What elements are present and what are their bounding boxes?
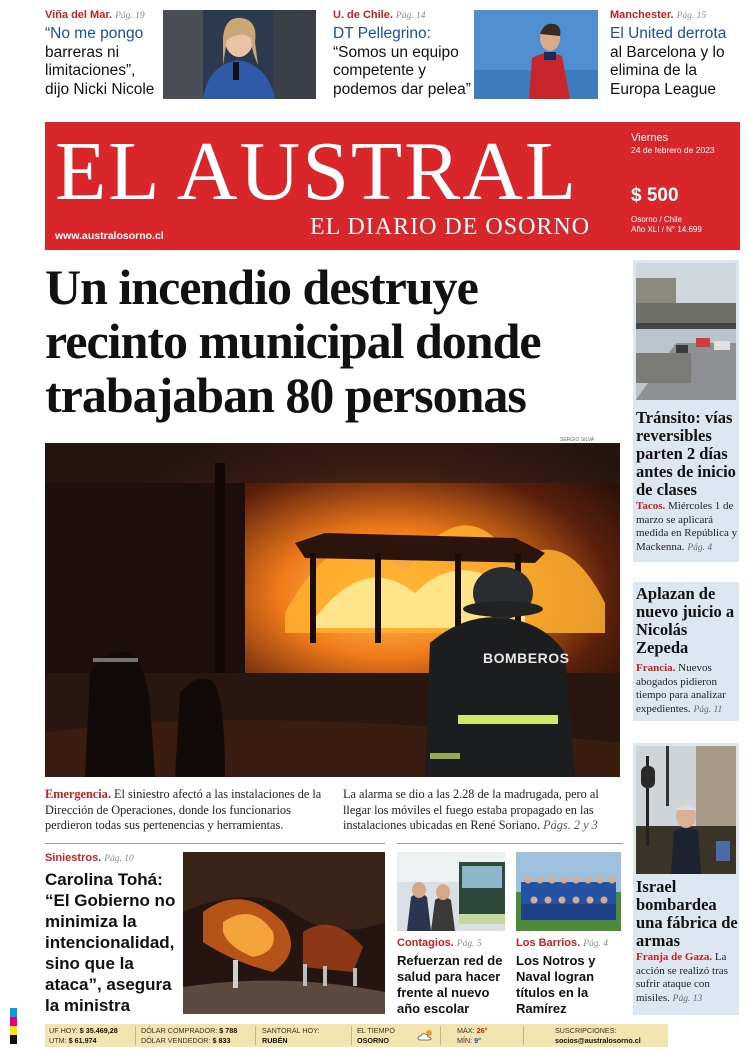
bottom-photo-forest-fire[interactable]: [183, 852, 385, 1014]
masthead-subtitle: EL DIARIO DE OSORNO: [310, 214, 591, 240]
main-photo-fire[interactable]: [45, 443, 620, 777]
bottom-kicker: Siniestros. Pág. 10: [45, 852, 134, 864]
masthead-info: [631, 132, 736, 235]
teaser-pellegrino[interactable]: [333, 9, 473, 99]
teaser-manchester[interactable]: [610, 9, 745, 99]
sidebar-text: Franja de Gaza. La acción se realizó tras sufrir ataque con misiles. Pág. 13: [636, 951, 728, 1004]
divider: [397, 843, 623, 844]
masthead-url[interactable]: www.australosorno.cl: [55, 230, 164, 242]
teaser-kicker: Viña del Mar. Pág. 19: [45, 9, 145, 21]
sidebar-story-zepeda[interactable]: [633, 582, 739, 721]
sidebar-photo-street: [636, 263, 736, 400]
bottom-photo-health[interactable]: [397, 852, 505, 931]
divider: [45, 843, 385, 844]
issue-location: Osorno / Chile: [631, 215, 683, 224]
teaser-nicki-nicole[interactable]: [45, 9, 160, 99]
footer-indicators: UF HOY: $ 35.469,28 UTM: $ 61.974 DÓLAR COMPRADOR: $ 788 DÓLAR VENDEDOR: $ 833 SANTORAL HOY: RUBÉN EL TIEMPO OSORNO MÁX: 26° MÍN: 9° SUSCRIPCIONES: socios@australosorno.cl: [45, 1024, 668, 1047]
sidebar-headline: Aplazan de nuevo juicio a Nicolás Zepeda: [636, 584, 735, 657]
sidebar-headline: Israel bombardea una fábrica de armas: [636, 877, 738, 950]
main-headline[interactable]: Un incendio destruye recinto municipal donde trabajaban 80 personas: [45, 259, 541, 423]
masthead: [45, 122, 740, 250]
main-lead: [45, 787, 330, 834]
sidebar-story-transito[interactable]: [633, 260, 739, 562]
bottom-story-toha[interactable]: [45, 852, 178, 1016]
sidebar-story-israel[interactable]: [633, 743, 739, 1015]
bottom-headline: Refuerzan red de salud para hacer frente al nuevo año escolar: [397, 953, 503, 1016]
issue-price: $ 500: [631, 185, 679, 206]
bottom-kicker: Contagios. Pág. 5: [397, 937, 482, 949]
teaser-kicker: Manchester. Pág. 15: [610, 9, 707, 21]
teaser-headline: DT Pellegrino: “Somos un equipo competente y podemos dar pelea”: [333, 25, 471, 98]
teaser-kicker: U. de Chile. Pág. 14: [333, 9, 426, 21]
lead-kicker: Emergencia.: [45, 787, 111, 801]
issue-number: Año XLI / N° 14.699: [631, 225, 702, 234]
bottom-headline: Carolina Tohá: “El Gobierno no minimiza la intencionalidad, sino que la ataca”, asegura la ministra: [45, 870, 176, 1015]
cloud-sun-icon: [417, 1029, 435, 1041]
teaser-photo-singer[interactable]: [163, 10, 316, 99]
bomberos-label: BOMBEROS: [483, 650, 570, 666]
main-second-text: La alarma se dio a las 2.28 de la madrugada, pero al llegar los móviles el fuego estaba propagado en las instalaciones ubicadas en René Soriano. Págs. 2 y 3: [343, 787, 599, 832]
teaser-headline: El United derrota al Barcelona y lo elimina de la Europa League: [610, 25, 727, 98]
sidebar-headline: Tránsito: vías reversibles parten 2 días antes de inicio de clases: [636, 408, 736, 499]
sidebar-text: Tacos. Miércoles 1 de marzo se aplicará medida en República y Mackenna. Pág. 4: [636, 500, 738, 553]
photo-credit: SERGIO SILVA: [560, 437, 595, 443]
sidebar-photo-press: [636, 746, 736, 874]
bottom-photo-football-team[interactable]: [516, 852, 621, 931]
masthead-title: EL AUSTRAL: [55, 125, 579, 218]
issue-day: Viernes: [631, 132, 669, 144]
lead-text: El siniestro afectó a las instalaciones de la Dirección de Operaciones, donde los funcionarios perdieron todas sus pertenencias y herramientas.: [45, 787, 322, 832]
teaser-headline: “No me pongo barreras ni limitaciones”, dijo Nicki Nicole: [45, 25, 155, 98]
bottom-kicker: Los Barrios. Pág. 4: [516, 937, 608, 949]
second-pages: Págs. 2 y 3: [543, 818, 598, 832]
teaser-photo-footballer[interactable]: [474, 10, 598, 99]
sidebar-text: Francia. Nuevos abogados pidieron tiempo para analizar expedientes. Pág. 11: [636, 662, 726, 715]
bottom-story-barrios[interactable]: [516, 937, 626, 1017]
issue-date: 24 de febrero de 2023: [631, 145, 715, 155]
print-color-bar: [10, 1008, 17, 1044]
bottom-story-contagios[interactable]: [397, 937, 507, 1017]
bottom-headline: Los Notros y Naval logran títulos en la Ramírez: [516, 953, 596, 1016]
